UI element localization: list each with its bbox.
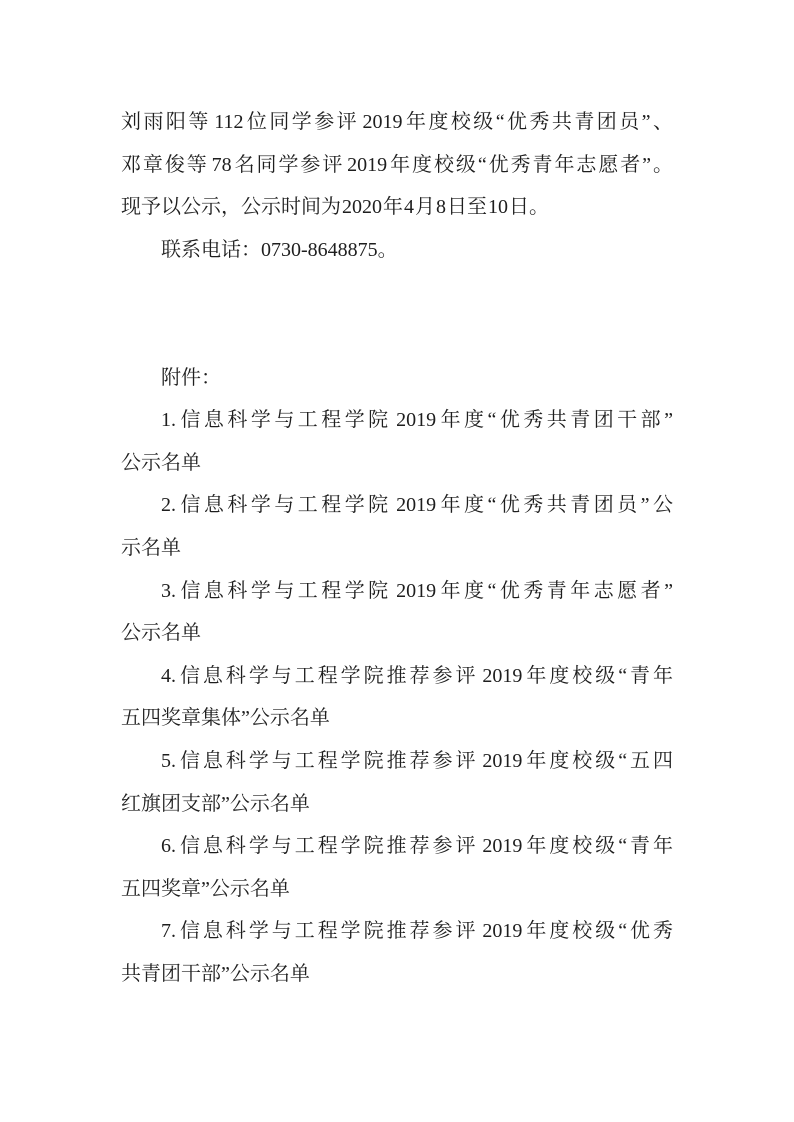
body-text-line-1: 刘雨阳等 112 位同学参评 2019 年度校级“优秀共青团员”、 bbox=[121, 111, 673, 133]
attachment-1-line-1: 1. 信息科学与工程学院 2019 年度“优秀共青团干部” bbox=[161, 409, 673, 432]
attachment-4-line-2: 五四奖章集体”公示名单 bbox=[121, 707, 330, 730]
attachment-3-line-1: 3. 信息科学与工程学院 2019 年度“优秀青年志愿者” bbox=[161, 579, 673, 602]
attachment-4-line-1: 4. 信息科学与工程学院推荐参评 2019 年度校级“青年 bbox=[161, 664, 673, 687]
attachments-heading: 附件： bbox=[161, 366, 221, 389]
attachment-7-line-1: 7. 信息科学与工程学院推荐参评 2019 年度校级“优秀 bbox=[161, 920, 673, 943]
attachment-3-line-2: 公示名单 bbox=[121, 622, 201, 645]
contact-phone-line: 联系电话：0730-8648875。 bbox=[161, 238, 398, 261]
attachment-5-line-1: 5. 信息科学与工程学院推荐参评 2019 年度校级“五四 bbox=[161, 749, 673, 772]
blank-line bbox=[121, 271, 673, 314]
body-text-line-2: 邓章俊等 78 名同学参评 2019 年度校级“优秀青年志愿者”。 bbox=[121, 153, 673, 176]
notice-body bbox=[121, 101, 673, 995]
blank-line bbox=[121, 314, 673, 357]
attachment-6-line-1: 6. 信息科学与工程学院推荐参评 2019 年度校级“青年 bbox=[161, 835, 673, 858]
attachment-2-line-2: 示名单 bbox=[121, 536, 181, 559]
attachment-2-line-1: 2. 信息科学与工程学院 2019 年度“优秀共青团员”公 bbox=[161, 494, 673, 517]
attachment-5-line-2: 红旗团支部”公示名单 bbox=[121, 792, 310, 815]
body-text-line-3: 现予以公示，公示时间为 2020 年 4 月 8 日至 10 日。 bbox=[121, 196, 549, 219]
attachment-7-line-2: 共青团干部”公示名单 bbox=[121, 962, 310, 985]
attachment-1-line-2: 公示名单 bbox=[121, 451, 201, 474]
attachment-6-line-2: 五四奖章”公示名单 bbox=[121, 877, 290, 900]
